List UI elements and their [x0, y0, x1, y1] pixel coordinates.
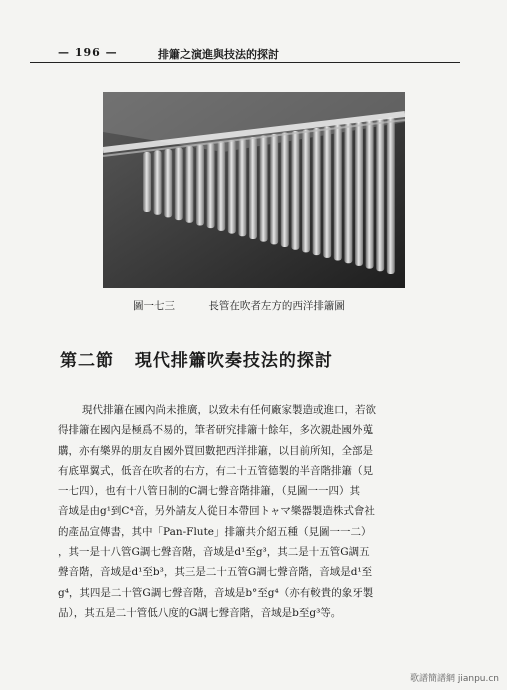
body-line: 一七四），也有十八管日制的C調七聲音階排簫，（見圖一一四）其 — [58, 485, 361, 498]
body-line: 音域是由g¹到C⁴音，另外請友人從日本帶回トャマ樂器製造株式會社 — [58, 505, 375, 518]
pipe — [313, 128, 321, 255]
pipe — [291, 131, 299, 250]
figure-caption — [133, 298, 345, 313]
pipe — [334, 125, 342, 261]
pipe — [281, 133, 289, 248]
pipe — [376, 119, 384, 271]
body-line: 有底單翼式，低音在吹者的右方，有二十五管德製的半音階排簫（見 — [58, 464, 373, 477]
body-text — [58, 400, 450, 623]
pipe — [154, 151, 162, 215]
pipe — [228, 140, 236, 234]
pipe — [217, 142, 225, 231]
section-title: 現代排簫吹奏技法的探討 — [134, 351, 333, 371]
body-line: g⁴，其四是二十管G調七聲音階，音域是b°至g⁴（亦有較貴的象牙製 — [58, 586, 374, 599]
body-line: ，其一是十八管G調七聲音階，音域是d¹至g³，其二是十五管G調五 — [58, 546, 370, 559]
pipe — [302, 130, 310, 253]
pan-flute-illustration — [103, 92, 405, 288]
pipe — [387, 118, 395, 275]
pipe — [366, 121, 374, 269]
pan-flute-photo — [103, 92, 405, 288]
body-line: 品），其五是二十管低八度的G調七聲音階，音域是b至g³等。 — [58, 606, 342, 619]
pipe — [164, 149, 172, 217]
pipe — [355, 122, 363, 266]
pipe — [175, 148, 183, 221]
pipe — [207, 143, 215, 228]
pipe — [238, 139, 246, 237]
body-line: 購，亦有樂界的朋友自國外買回數把西洋排簫，以目前所知，全部是 — [58, 444, 373, 457]
section-number: 第二節 — [60, 351, 114, 371]
section-heading — [60, 346, 333, 371]
running-header — [30, 46, 460, 64]
pipe — [196, 145, 204, 226]
figure-caption-text: 長管在吹者左方的西洋排簫圖 — [208, 300, 345, 312]
body-line: 得排簫在國內是極爲不易的，筆者研究排簫十餘年，多次親赴國外蒐 — [58, 424, 373, 437]
body-line: 現代排簫在國內尚未推廣，以致未有任何廠家製造或進口，若欲 — [82, 404, 376, 416]
pipe — [270, 134, 278, 244]
pipe — [323, 127, 331, 258]
pipe — [143, 152, 151, 212]
pipe — [249, 137, 257, 239]
pipe — [185, 146, 193, 223]
body-line: 的產品宣傳書，其中「Pan-Flute」排簫共介紹五種（見圖一一二） — [58, 525, 372, 538]
page-number: — 196 — — [58, 46, 118, 59]
figure-label: 圖一七三 — [133, 300, 175, 312]
watermark: 歌譜簡譜網 jianpu.cn — [409, 674, 499, 684]
header-rule — [30, 62, 460, 63]
pipe — [260, 136, 268, 242]
body-line: 聲音階，音域是d¹至b³，其三是二十五管G調七聲音階，音域是d¹至 — [58, 566, 373, 579]
running-title: 排簫之演進與技法的探討 — [158, 48, 279, 61]
pipe — [344, 124, 352, 264]
